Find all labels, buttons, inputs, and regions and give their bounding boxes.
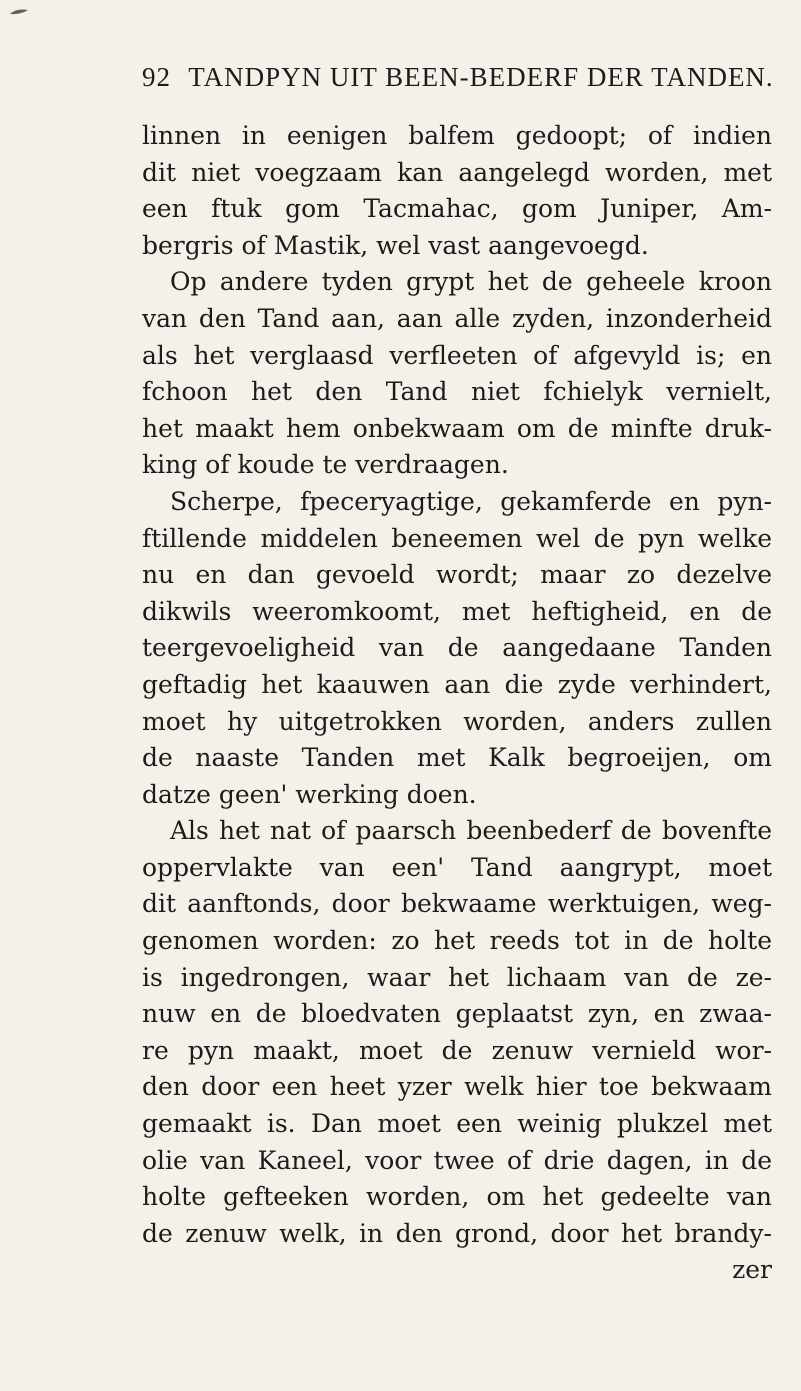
text-line: bergris of Mastik, wel vast aangevoegd. [142, 230, 649, 260]
running-title: TANDPYN UIT BEEN-BEDERF DER TANDEN. [188, 62, 774, 92]
text-line: king of koude te verdraagen. [142, 450, 509, 480]
text-line: dit niet voegzaam kan aangelegd worden, met [142, 157, 772, 187]
text-line: nuw en de bloedvaten geplaatst zyn, en zwaa- [142, 999, 772, 1029]
text-line: gemaakt is. Dan moet een weinig plukzel met [142, 1109, 772, 1139]
text-line: nu en dan gevoeld wordt; maar zo dezelve [142, 560, 772, 590]
running-header [142, 62, 774, 93]
text-line: Als het nat of paarsch beenbederf de bovenfte [170, 816, 772, 846]
page-number: 92 [142, 62, 171, 92]
text-line: holte gefteeken worden, om het gedeelte van [142, 1182, 772, 1212]
text-line: genomen worden: zo het reeds tot in de holte [142, 926, 772, 956]
text-line: datze geen' werking doen. [142, 779, 477, 809]
text-line: moet hy uitgetrokken worden, anders zullen [142, 706, 772, 736]
text-line: geftadig het kaauwen aan die zyde verhindert, [142, 669, 772, 699]
text-line: de naaste Tanden met Kalk begroeijen, om [142, 743, 772, 773]
text-line: dit aanftonds, door bekwaame werktuigen, weg- [142, 889, 772, 919]
ink-speck-mark [8, 6, 30, 18]
text-line: olie van Kaneel, voor twee of drie dagen, in de [142, 1145, 772, 1175]
text-line: ftillende middelen beneemen wel de pyn welke [142, 523, 772, 553]
text-line: als het verglaasd verfleeten of afgevyld is; en [142, 340, 772, 370]
text-line: linnen in eenigen balfem gedoopt; of indien [142, 121, 772, 150]
text-line: oppervlakte van een' Tand aangrypt, moet [142, 852, 772, 882]
text-line: een ftuk gom Tacmahac, gom Juniper, Am- [142, 194, 772, 224]
text-line: de zenuw welk, in den grond, door het brandy- [142, 1218, 772, 1248]
text-line: Op andere tyden grypt het de geheele kroon [170, 267, 772, 297]
text-line: fchoon het den Tand niet fchielyk vernielt, [142, 377, 772, 407]
text-line: teergevoeligheid van de aangedaane Tanden [142, 633, 772, 663]
text-line: Scherpe, fpeceryagtige, gekamferde en pyn- [170, 486, 772, 516]
text-line: van den Tand aan, aan alle zyden, inzonderheid [142, 303, 772, 333]
text-line: re pyn maakt, moet de zenuw vernield wor- [142, 1035, 772, 1065]
catchword: zer [732, 1255, 772, 1285]
text-line: den door een heet yzer welk hier toe bekwaam [142, 1072, 772, 1102]
body-text [142, 118, 772, 1289]
text-line: is ingedrongen, waar het lichaam van de ze- [142, 962, 772, 992]
text-line: dikwils weeromkoomt, met heftigheid, en de [142, 596, 772, 626]
text-line: het maakt hem onbekwaam om de minfte druk- [142, 413, 772, 443]
